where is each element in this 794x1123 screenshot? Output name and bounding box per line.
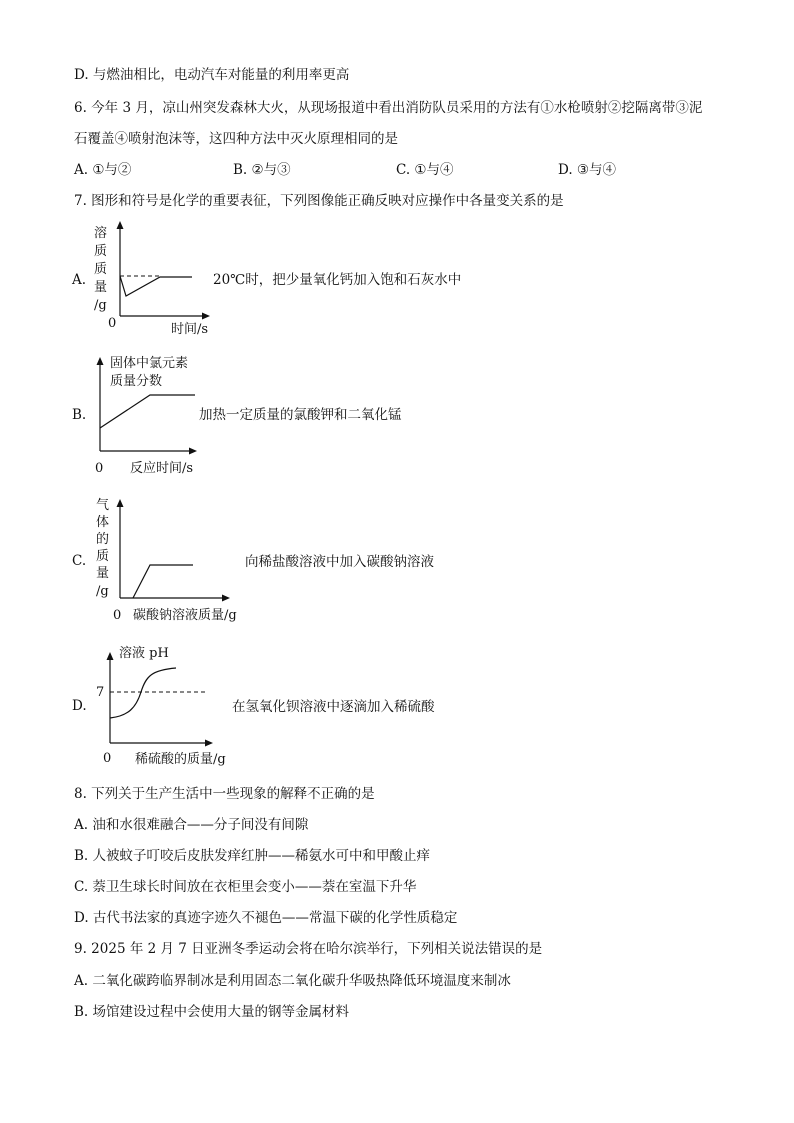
q6-stem-line1: 6. 今年 3 月，凉山州突发森林大火，从现场报道中看出消防队员采用的方法有①水枪喷射②挖隔离带③泥 bbox=[74, 100, 703, 116]
graph-b-origin: 0 bbox=[95, 461, 104, 476]
q8-option-d: D. 古代书法家的真迹字迹久不褪色——常温下碳的化学性质稳定 bbox=[74, 910, 458, 926]
graph-b-y-label-line1: 固体中氯元素 bbox=[110, 356, 189, 371]
graph-c-caption: 向稀盐酸溶液中加入碳酸钠溶液 bbox=[245, 554, 434, 570]
q9-option-b: B. 场馆建设过程中会使用大量的钢等金属材料 bbox=[74, 1004, 350, 1020]
q6-option-d: D. ③与④ bbox=[558, 162, 617, 178]
graph-d-x-arrow bbox=[205, 740, 213, 747]
q6-option-b: B. ②与③ bbox=[233, 162, 291, 178]
q9-option-a: A. 二氧化碳跨临界制冰是利用固态二氧化碳升华吸热降低环境温度来制冰 bbox=[74, 973, 511, 989]
graph-c-y-char-2: 体 bbox=[96, 515, 110, 530]
q8-option-c: C. 萘卫生球长时间放在衣柜里会变小——萘在室温下升华 bbox=[74, 879, 417, 895]
q6-option-a: A. ①与② bbox=[74, 162, 132, 178]
graph-a-x-label: 时间/s bbox=[171, 322, 209, 337]
graph-d-origin: 0 bbox=[103, 751, 112, 766]
graph-c-y-char-5: 量 bbox=[96, 566, 110, 581]
graph-b-y-label-line2: 质量分数 bbox=[110, 374, 163, 389]
q6-stem-line2: 石覆盖④喷射泡沫等，这四种方法中灭火原理相同的是 bbox=[74, 131, 398, 147]
graph-a-y-char-5: /g bbox=[94, 298, 107, 313]
q7-a-letter: A. bbox=[72, 272, 87, 288]
graph-a-y-char-1: 溶 bbox=[94, 226, 108, 241]
q7-d-letter: D. bbox=[72, 698, 87, 714]
graph-b-caption: 加热一定质量的氯酸钾和二氧化锰 bbox=[199, 407, 402, 423]
graph-d-x-label: 稀硫酸的质量/g bbox=[135, 752, 226, 767]
graph-c-y-char-6: /g bbox=[96, 584, 109, 599]
graph-d-tick-7: 7 bbox=[96, 685, 105, 700]
graph-a-y-char-4: 量 bbox=[94, 280, 108, 295]
graph-d-y-label: 溶液 pH bbox=[119, 646, 169, 661]
graph-a-y-char-2: 质 bbox=[94, 244, 108, 259]
q6-option-c: C. ①与④ bbox=[396, 162, 454, 178]
q8-option-b: B. 人被蚊子叮咬后皮肤发痒红肿——稀氨水可中和甲酸止痒 bbox=[74, 848, 431, 864]
graph-c-y-char-3: 的 bbox=[96, 532, 110, 547]
graph-d-y-arrow bbox=[107, 652, 114, 660]
graph-d-caption: 在氢氧化钡溶液中逐滴加入稀硫酸 bbox=[232, 699, 435, 715]
q5-option-d: D. 与燃油相比，电动汽车对能量的利用率更高 bbox=[74, 67, 350, 83]
graph-c-y-char-4: 质 bbox=[96, 549, 110, 564]
graph-a-origin: 0 bbox=[108, 316, 117, 331]
q7-stem: 7. 图形和符号是化学的重要表征，下列图像能正确反映对应操作中各量变关系的是 bbox=[74, 193, 564, 209]
q8-option-a: A. 油和水很难融合——分子间没有间隙 bbox=[74, 817, 309, 833]
graph-c-x-label: 碳酸钠溶液质量/g bbox=[133, 608, 237, 623]
graph-b-x-label: 反应时间/s bbox=[130, 461, 194, 476]
graph-c-origin: 0 bbox=[113, 608, 122, 623]
q7-c-letter: C. bbox=[72, 553, 87, 569]
q8-stem: 8. 下列关于生产生活中一些现象的解释不正确的是 bbox=[74, 786, 375, 802]
q9-stem: 9. 2025 年 2 月 7 日亚洲冬季运动会将在哈尔滨举行，下列相关说法错误的是 bbox=[74, 941, 543, 957]
q7-b-letter: B. bbox=[72, 407, 87, 423]
graph-a-y-char-3: 质 bbox=[94, 262, 108, 277]
graph-c-y-char-1: 气 bbox=[96, 498, 110, 513]
graph-d-curve bbox=[110, 668, 176, 718]
graph-a-caption: 20℃时，把少量氧化钙加入饱和石灰水中 bbox=[213, 272, 462, 288]
